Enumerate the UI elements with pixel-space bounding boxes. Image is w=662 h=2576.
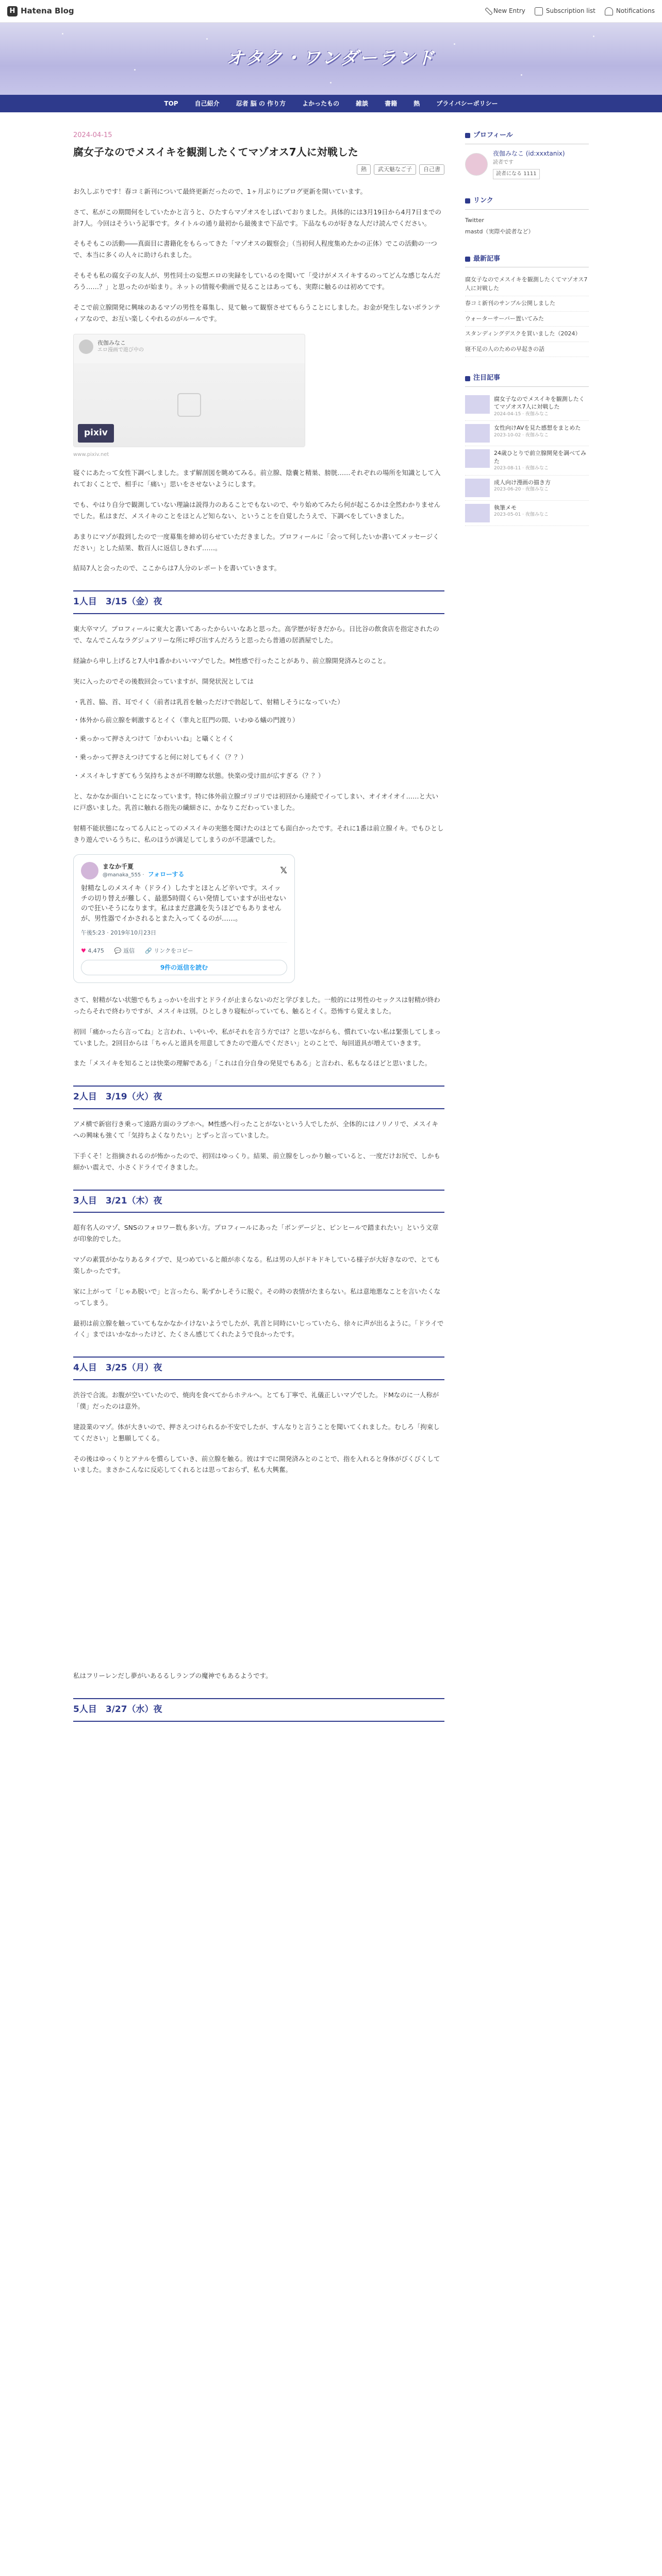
entry-paragraph: さて、私がこの期間何をしていたかと言うと、ひたすらマゾオスをしばいておりました。具体的には3月19日から4月7日までの計7人。今回はそういう記事です。タイトルの通り最初から最後まで下品です。下品なものが好きな人だけ読んでください。 <box>73 208 442 227</box>
entry-paragraph: 渋谷で合流。お腹が空いていたので、焼肉を食べてからホテルへ。とても丁寧で、礼儀正しいマゾでした。ドMなのに一人称が「僕」だったのは意外。 <box>73 1391 439 1410</box>
bullet-list <box>73 697 444 782</box>
nav-privacy[interactable]: プライバシーポリシー <box>436 100 498 107</box>
entry-paragraph: 射精不能状態になってる人にとってのメスイキの実態を聞けたのはとても面白かったです。それに1番は前立腺イキ。でもひとしきり遊んでいるうちに、私のほうが満足してしまうのが不思議でした。 <box>73 824 444 843</box>
post-thumbnail <box>465 395 490 414</box>
entry-paragraph: 私はフリーレンだし夢がいあるるしランプの魔神でもあるようです。 <box>73 1672 272 1680</box>
list-item: ・メスイキしすぎてもう気持ちよさが不明瞭な状態。快楽の受け皿が広すぎる（？？） <box>73 772 325 779</box>
module-title: 注目記事 <box>473 374 501 382</box>
list-item: ・体外から前立腺を刺激するとイく（睾丸と肛門の間、いわゆる蟻の門渡り） <box>73 716 299 724</box>
popular-post-item[interactable] <box>465 476 589 501</box>
nav-about[interactable]: 自己紹介 <box>194 100 220 107</box>
popular-post-meta: 2023-05-01 · 夜伽みなこ <box>494 512 549 518</box>
popular-post-item[interactable] <box>465 392 589 421</box>
subscribe-button[interactable] <box>493 169 540 179</box>
recent-post-link[interactable]: 腐女子なのでメスイキを観測したくてマゾオス7人に対戦した <box>465 273 589 296</box>
module-title: プロフィール <box>473 131 513 139</box>
entry-paragraph: 超有名人のマゾ、SNSのフォロワー数も多い方。プロフィールにあった「ボンデージと、ピンヒールで踏まれたい」という文章が印象的でした。 <box>73 1224 439 1243</box>
list-item: ・乗っかって押さえつけて「かわいいね」と囁くとイく <box>73 735 235 743</box>
notifications-link[interactable] <box>605 6 655 16</box>
hatena-logo-label: Hatena Blog <box>21 6 74 16</box>
new-entry-label: New Entry <box>493 7 525 14</box>
list-icon <box>535 7 543 15</box>
notifications-label: Notifications <box>616 7 655 14</box>
section-heading: 5人目 3/27（水）夜 <box>73 1698 444 1722</box>
sidebar-link[interactable]: mastd（実際や読者など） <box>465 228 534 235</box>
popular-post-title: 女性向けAVを見た感想をまとめた <box>494 425 581 432</box>
entry-paragraph: 家に上がって「じゃあ脱いで」と言ったら、恥ずかしそうに脱ぐ。その時の表情がたまらない。私は意地悪なことを言いたくなってしまう。 <box>73 1287 441 1307</box>
tweet-text: 射精なしのメスイキ（ドライ）したすとほとんど辛いです。スイッチの切り替えが難しく、最悪5時間くらい発情していますが出せないので狂いそうになります。私はまだ意識を失うほどでもありませんが、男性器でイかされるとまた入ってくるのが……。 <box>81 885 287 923</box>
x-logo-icon[interactable]: 𝕏 <box>280 865 287 876</box>
category-tag[interactable]: 武天魅なご子 <box>374 164 416 175</box>
entry-paragraph: 結局7人と会ったので、ここからは7人分のレポートを書いていきます。 <box>73 564 281 572</box>
popular-post-title: 執筆メモ <box>494 504 517 511</box>
popular-post-meta: 2023-06-20 · 夜伽みなこ <box>494 487 549 493</box>
copy-link-label: リンクをコピー <box>154 947 193 954</box>
blog-header-banner[interactable] <box>0 23 662 95</box>
reply-label: 返信 <box>123 947 135 954</box>
section-heading: 3人目 3/21（木）夜 <box>73 1190 444 1213</box>
tweet-author[interactable]: まなか千夏 <box>103 862 134 870</box>
popular-post-meta: 2024-04-15 · 夜伽みなこ <box>494 411 549 417</box>
entry-paragraph: 寝ぐにあたって女性下調べしました。まず解剖図を眺めてみる。前立腺、陰嚢と精巣、膀胱……それぞれの場所を知識として入れておくことで、相手に「痛い」思いをさせないようにします。 <box>73 469 441 488</box>
entry-paragraph: 建設業のマゾ。体が大きいので、押さえつけられるか不安でしたが、すんなりと言うことを聞いてくれました。むしろ「拘束してください」と懇願してくる。 <box>73 1422 440 1442</box>
like-count: 4,475 <box>88 947 104 954</box>
embed-subtitle: エロ漫画で遊び中の <box>97 347 144 353</box>
module-title: リンク <box>473 196 493 205</box>
entry-paragraph: 最初は前立腺を触っていてもなかなかイけないようでしたが、乳首と同時にいじっていたら、徐々に声が出るように。「ドライでイく」まではいかなかったけど、たくさん感じてくれたようで良かったです。 <box>73 1319 444 1338</box>
entry-paragraph: アメ横で新宿行き乗って遠路方面のラブホへ。M性感へ行ったことがないという人でしたが、全体的にはノリノリで、メスイキへの興味も強くて「気持ちよくなりたい」とずっと言っていました。 <box>73 1120 439 1139</box>
embedded-tweet[interactable]: まなか千夏 @manaka_555 · フォローする 𝕏 射精なしのメスイキ（ドライ）したすとほとんど辛いです。スイッチの切り替えが難しく、最悪5時間くらい発情していますが出せないので狂いそうになります。私はまだ意識を失うほどでもありませんが、男性器でイかされるとまた入ってくるのが……。 午後5:23 · 2019年10月23日 ♥ 4,475 💬 返信 🔗 リンクをコピー 9件の返信を読む <box>73 854 295 983</box>
reply-button[interactable]: 💬 返信 <box>114 947 135 954</box>
entry-paragraph: そこで前立腺開発に興味のあるマゾの男性を募集し、見て触って観察させてもらうことにしました。お金が発生しないボランティアなので、お互い楽しくやれるのがルールです。 <box>73 303 441 323</box>
tweet-timestamp[interactable]: 午後5:23 · 2019年10月23日 <box>81 929 157 937</box>
link-module <box>465 195 589 238</box>
embed-source[interactable]: www.pixiv.net <box>73 451 109 457</box>
bell-icon <box>605 7 613 15</box>
post-thumbnail <box>465 504 490 522</box>
pixiv-embed-card[interactable] <box>73 334 305 447</box>
recent-post-link[interactable]: 寝不足の人のための早起きの話 <box>465 342 589 358</box>
recent-posts-module <box>465 253 589 358</box>
popular-post-meta: 2023-08-11 · 夜伽みなこ <box>494 466 549 471</box>
section-heading: 1人目 3/15（金）夜 <box>73 590 444 614</box>
pen-icon <box>485 7 493 15</box>
subscribe-label: 読者になる <box>496 171 522 177</box>
recent-post-link[interactable]: スタンディングデスクを買いました（2024） <box>465 327 589 342</box>
nav-top[interactable]: TOP <box>164 100 178 107</box>
post-thumbnail <box>465 424 490 443</box>
entry-paragraph: お久しぶりです！春コミ新刊について最終更新だったので、1ヶ月ぶりにブログ更新を開いています。 <box>73 187 367 195</box>
entry-main <box>73 130 444 1731</box>
entry-paragraph: 初回「痛かったら言ってね」と言われ、いやいや、私がそれを言う方では？と思いながらも、慣れていない私は緊張してしまっていました。2回目からは「ちゃんと道具を用意してきたので遊んでください」とのことで、毎回道具が増えていきます。 <box>73 1027 441 1047</box>
entry-paragraph: また「メスイキを知ることは快楽の理解である」「これは自分自身の発見でもある」と言われ、私もなるほどと思いました。 <box>73 1059 432 1067</box>
entry-paragraph: マゾの素質がかなりあるタイプで、見つめていると顔が赤くなる。私は男の人がドキドキしている様子が大好きなので、とても楽しかったです。 <box>73 1256 440 1275</box>
entry-paragraph: 東大卒マゾ。プロフィールに東大と書いてあったからいいなあと思った。高学歴が好きだから。日比谷の飲食店を指定されたので、なんでこんなラグジュアリーな所に呼び出すんだろうと思ったら普通の居酒屋でした。 <box>73 625 439 644</box>
embed-author: 夜伽みなこ <box>97 339 126 346</box>
popular-post-title: 腐女子なのでメスイキを観測したくてマゾオス7人に対戦した <box>494 396 585 411</box>
entry-paragraph: さて、射精がない状態でもちょっかいを出すとドライが止まらないのだと学びました。一般的には男性のセックスは射精が終わったらそれで終わりですが、メスイキは別。ひとしきり寝転がっていても、触るとイく。恐怖すら覚えました。 <box>73 995 440 1015</box>
spacer <box>73 1485 444 1670</box>
section-heading: 4人目 3/25（月）夜 <box>73 1357 444 1380</box>
entry-title[interactable]: 腐女子なのでメスイキを観測したくてマゾオス7人に対戦した <box>73 145 358 158</box>
post-thumbnail <box>465 449 490 468</box>
subscription-label: Subscription list <box>545 7 595 14</box>
list-item: ・乗っかって押さえつけてすると何に対してもイく（？？） <box>73 753 247 761</box>
module-title: 最新記事 <box>473 255 501 263</box>
clock-icon <box>465 257 470 262</box>
section-heading: 2人目 3/19（火）夜 <box>73 1086 444 1109</box>
entry-paragraph: と、なかなか面白いことになっています。特に体外前立腺ゴリゴリでは初回から連続でイってしまい、オイオイオイ……と大いに戸惑いました。乳首に触れる指先の繊細さに、かなりこだわっていました。 <box>73 792 439 811</box>
category-tag[interactable]: 熱 <box>357 164 371 175</box>
entry-paragraph: 実に入ったのでその後数回会っていますが、開発状況としては <box>73 677 254 685</box>
nav-chat[interactable]: 雑談 <box>356 100 369 107</box>
entry-paragraph: その後はゆっくりとアナルを慣らしていき、前立腺を触る。彼はすでに開発済みとのことで、指を入れると身体がびくびくしていました。まさかこんなに反応してくれるとは思っておらず、私も大興奮。 <box>73 1454 440 1474</box>
profile-subtitle: 読者です <box>493 159 514 165</box>
profile-name[interactable]: 夜伽みなこ (id:xxxtanix) <box>493 149 565 157</box>
entry-paragraph: あまりにマゾが殺到したので一度募集を締め切らせていただきました。プロフィールに「会って何したいか書いてメッセージください」とした結果、数百人に返信しきれず……。 <box>73 532 439 552</box>
profile-module <box>465 130 589 180</box>
hatena-logo[interactable] <box>7 4 74 18</box>
star-icon <box>465 376 470 381</box>
entry-paragraph: でも、やはり自分で観測していない理論は説得力のあることでもないので、やり始めてみたら何が起こるかは全然わかりませんでした。私はまだ、メスイキのことをほとんど知らない、ということを自覚したうえで、下調べをしていきました。 <box>73 500 441 520</box>
sidebar-link[interactable]: Twitter <box>465 216 484 224</box>
entry-paragraph: そもそも私の腐女子の友人が、男性同士の妄想エロの実録をしているのを聞いて「受けがメスイキするのってどんな感じなんだろう……？」と思ったのが始まり。ネットの情報や動画で見ることはあっても、実際に触るのは初めてです。 <box>73 272 441 291</box>
embed-image-placeholder <box>74 363 305 447</box>
subscriber-count: 1111 <box>523 171 537 177</box>
recent-post-link[interactable]: ウォーターサーバー置いてみた <box>465 312 589 327</box>
popular-post-meta: 2023-10-02 · 夜伽みなこ <box>494 432 549 438</box>
entry-paragraph: 経論から申し上げると7人中1番かわいいマゾでした。M性感で行ったことがあり、前立腺開発済みとのこと。 <box>73 656 390 665</box>
nav-books[interactable]: 書籍 <box>385 100 398 107</box>
new-entry-link[interactable] <box>487 6 525 16</box>
entry-paragraph: そもそもこの活動――真面目に書籍化をもらってきた「マゾオスの観察会」（当初何人程度集めたかの正体）でこの活動の一つで、本当に多くの人々に助けられました。 <box>73 240 437 259</box>
popular-post-item[interactable] <box>465 501 589 526</box>
list-item: ・乳首、脇、首、耳でイく（前者は乳首を触っただけで勃起して、射精しそうになっていた） <box>73 698 344 706</box>
entry-categories <box>73 164 444 175</box>
tweet-handle[interactable]: @manaka_555 <box>103 872 141 878</box>
entry-date[interactable]: 2024-04-15 <box>73 131 112 139</box>
hatena-h-icon: H <box>7 6 18 16</box>
nav-ninja[interactable]: 忍者 脳 の 作り方 <box>236 100 286 107</box>
popular-post-item[interactable] <box>465 421 589 446</box>
category-tag[interactable]: 自己書 <box>419 164 444 175</box>
subscription-link[interactable] <box>535 6 595 16</box>
follow-button[interactable]: フォローする <box>147 871 185 878</box>
entry-paragraph: 下手くそ！と指摘されるのが怖かったので、初回はゆっくり。結果、前立腺をしっかり触っていると、一度だけお尻で、しかも細かい震えで、小さくドライでイきました。 <box>73 1151 440 1171</box>
recent-post-link[interactable]: 春コミ新刊のサンプル公開しました <box>465 296 589 312</box>
link-icon <box>465 198 470 204</box>
nav-good[interactable]: よかったもの <box>302 100 340 107</box>
global-nav <box>0 95 662 112</box>
read-replies-button[interactable]: 9件の返信を読む <box>81 960 287 975</box>
avatar[interactable] <box>465 153 488 176</box>
nav-heat[interactable]: 熱 <box>413 100 420 107</box>
copy-link-button[interactable]: 🔗 リンクをコピー <box>145 947 193 954</box>
like-button[interactable] <box>81 946 104 956</box>
avatar <box>79 340 93 354</box>
post-thumbnail <box>465 479 490 497</box>
pixiv-logo: pixiv <box>78 424 114 443</box>
blog-title[interactable]: オタク・ワンダーランド <box>226 48 436 69</box>
popular-posts-module <box>465 372 589 526</box>
avatar <box>81 862 98 879</box>
popular-post-title: 成人向け漫画の描き方 <box>494 479 551 486</box>
popular-post-item[interactable] <box>465 446 589 475</box>
popular-post-title: 24歳ひとりで前立腺開発を調べてみた <box>494 450 586 465</box>
hatena-topbar <box>0 0 662 23</box>
heart-icon: ♥ <box>81 947 86 954</box>
profile-icon <box>465 133 470 138</box>
image-icon <box>177 393 201 417</box>
sidebar <box>465 130 589 1731</box>
